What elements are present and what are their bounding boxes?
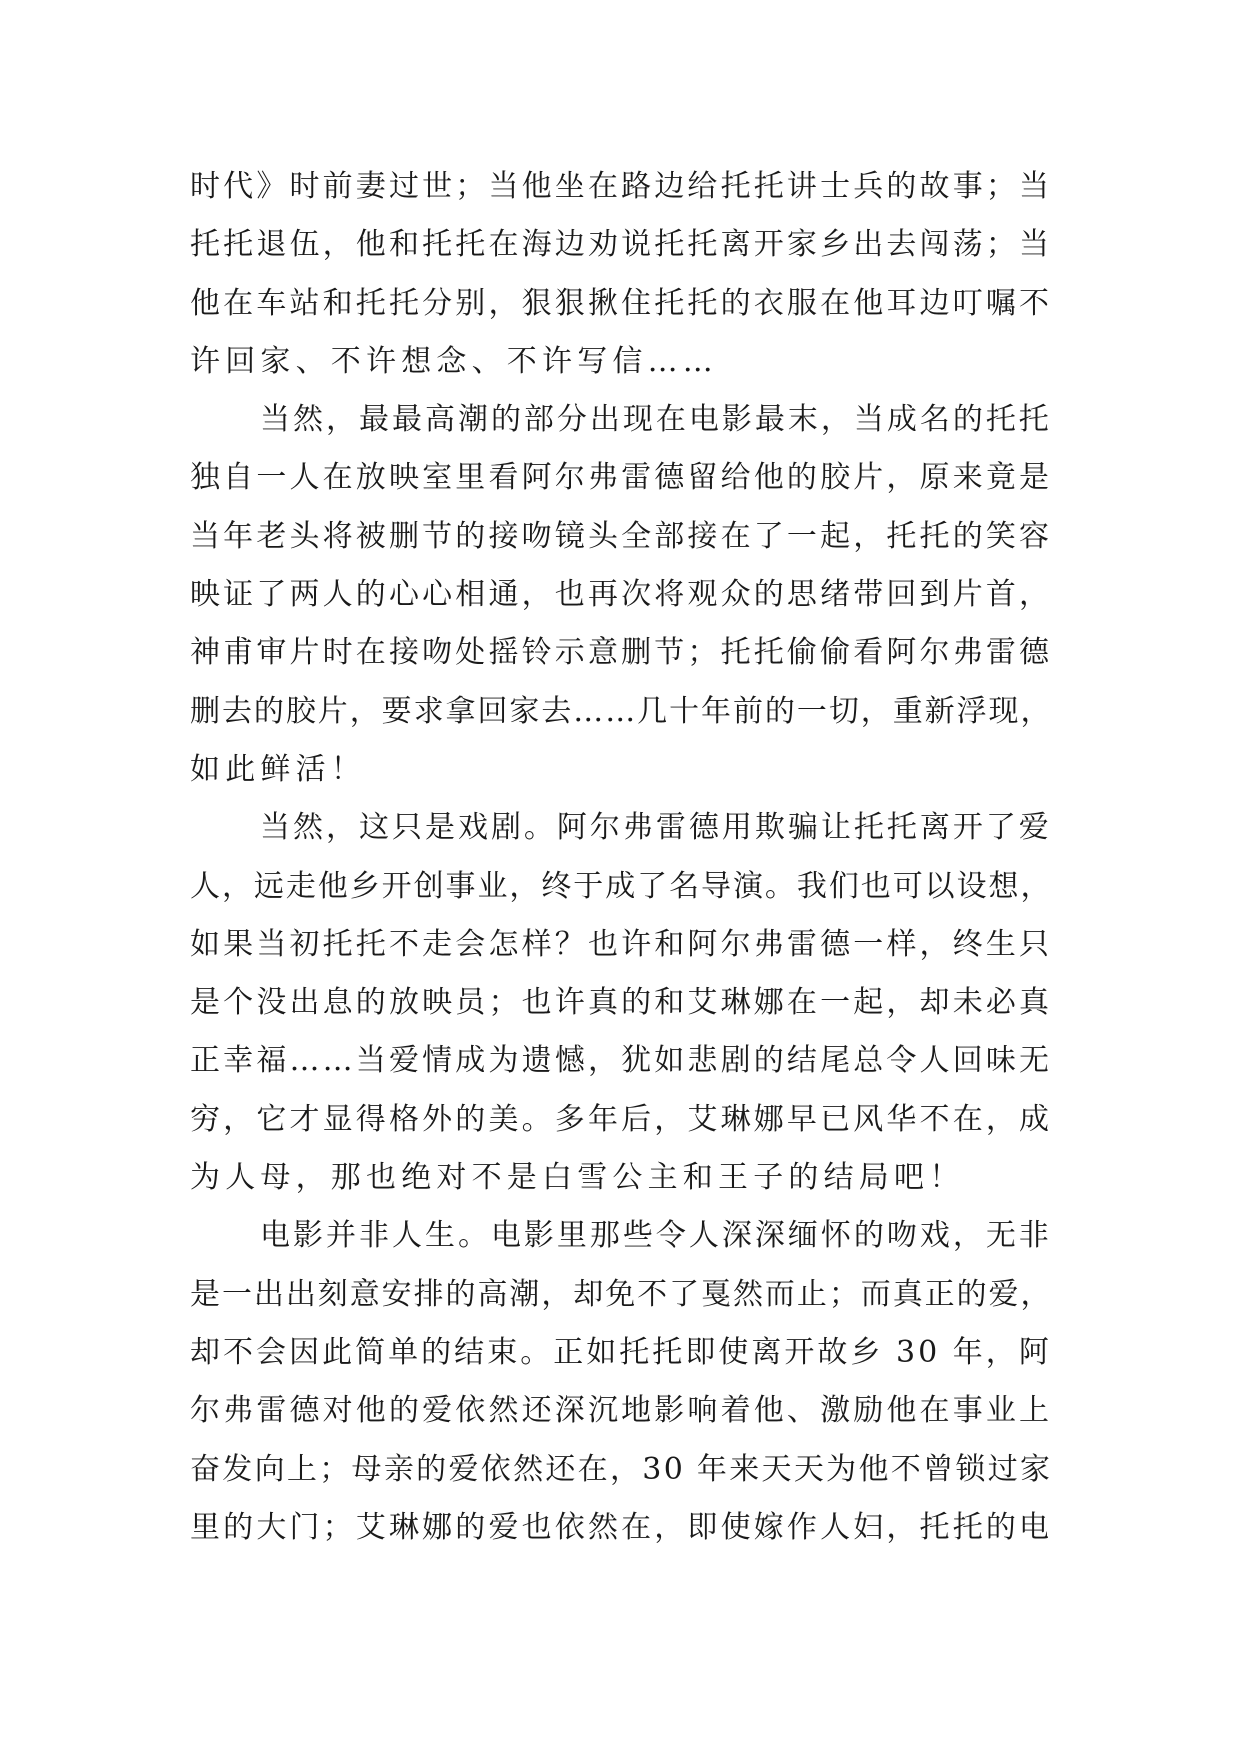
- body-text: [190, 158, 1052, 1557]
- text-line: 神甫审片时在接吻处摇铃示意删节；托托偷偷看阿尔弗雷德: [190, 635, 1053, 671]
- text-line: 如果当初托托不走会怎样？也许和阿尔弗雷德一样，终生只: [190, 926, 1053, 962]
- text-line: 电影并非人生。电影里那些令人深深缅怀的吻戏，无非: [260, 1218, 1052, 1254]
- text-line: 托托退伍，他和托托在海边劝说托托离开家乡出去闯荡；当: [190, 227, 1053, 263]
- text-line: 映证了两人的心心相通，也再次将观众的思绪带回到片首，: [190, 577, 1053, 613]
- text-line: 奋发向上；母亲的爱依然还在，30 年来天天为他不曾锁过家: [190, 1451, 1053, 1487]
- text-line: 如此鲜活！: [190, 751, 366, 787]
- text-line: 当年老头将被删节的接吻镜头全部接在了一起，托托的笑容: [190, 518, 1053, 554]
- text-line: 人，远走他乡开创事业，终于成了名导演。我们也可以设想，: [190, 868, 1053, 904]
- text-line: 他在车站和托托分别，狠狠揪住托托的衣服在他耳边叮嘱不: [190, 285, 1053, 321]
- text-line: 当然，这只是戏剧。阿尔弗雷德用欺骗让托托离开了爱: [260, 810, 1052, 846]
- text-line: 正幸福……当爱情成为遗憾，犹如悲剧的结尾总令人回味无: [190, 1043, 1053, 1079]
- text-line: 是一出出刻意安排的高潮，却免不了戛然而止；而真正的爱，: [190, 1276, 1053, 1312]
- text-line: 穷，它才显得格外的美。多年后，艾琳娜早已风华不在，成: [190, 1101, 1053, 1137]
- text-line: 里的大门；艾琳娜的爱也依然在，即使嫁作人妇，托托的电: [190, 1509, 1053, 1545]
- text-line: 删去的胶片，要求拿回家去……几十年前的一切，重新浮现，: [190, 693, 1053, 729]
- text-line: 当然，最最高潮的部分出现在电影最末，当成名的托托: [260, 402, 1052, 438]
- text-line: 是个没出息的放映员；也许真的和艾琳娜在一起，却未必真: [190, 985, 1053, 1021]
- text-line: 时代》时前妻过世；当他坐在路边给托托讲士兵的故事；当: [190, 169, 1053, 204]
- text-line: 许回家、不许想念、不许写信……: [190, 343, 718, 379]
- text-line: 却不会因此简单的结束。正如托托即使离开故乡 30 年，阿: [190, 1334, 1052, 1370]
- text-line: 独自一人在放映室里看阿尔弗雷德留给他的胶片，原来竟是: [190, 460, 1053, 496]
- text-line: 尔弗雷德对他的爱依然还深沉地影响着他、激励他在事业上: [190, 1393, 1053, 1429]
- text-line: 为人母，那也绝对不是白雪公主和王子的结局吧！: [190, 1160, 965, 1196]
